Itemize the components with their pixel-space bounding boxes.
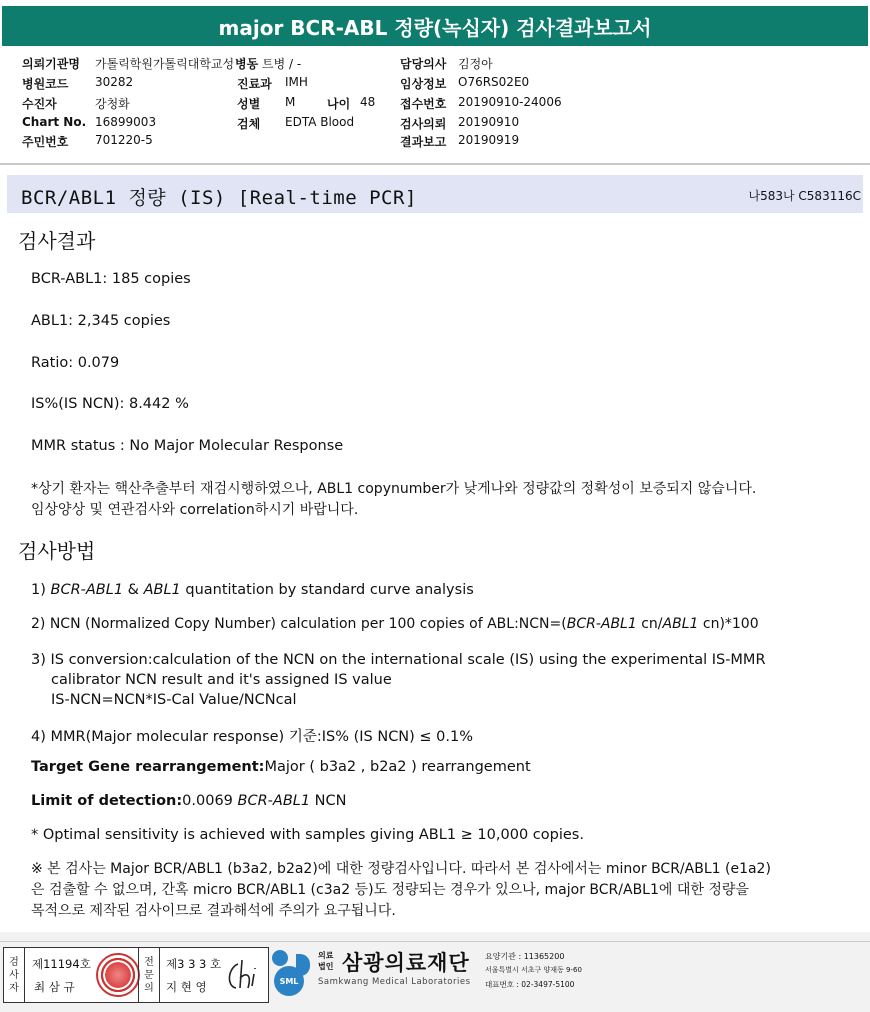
sensitivity-note: * Optimal sensitivity is achieved with samples giving ABL1 ≥ 10,000 copies. [31,827,584,843]
abl1-copies: ABL1: 2,345 copies [31,313,171,329]
info-label: 주민번호 [22,135,69,149]
org-type: 법인 [318,962,334,971]
lod-value: 0.0069 [182,793,238,809]
org-type: 의료 [318,951,334,960]
info-label: 성별 [237,97,261,111]
signature-icon [222,954,262,994]
info-label: 결과보고 [400,135,447,149]
info-value: 30282 [95,75,134,89]
info-label: 병동 [235,57,259,71]
info-value: 김정아 [458,57,493,71]
method-item-1 [31,582,474,598]
method-item-4: 4) MMR(Major molecular response) 기준:IS% (IS NCN) ≤ 0.1% [31,729,474,745]
bcr-abl1-copies: BCR-ABL1: 185 copies [31,271,191,287]
method-text: & [123,582,144,598]
specialist-label: 전 문 의 [138,948,160,1002]
method-text: 1) [31,582,51,598]
specialist-name: 지 현 영 [166,980,207,994]
inspector-name: 최 삼 규 [34,980,75,994]
info-value: 20190910-24006 [458,95,562,109]
result-note-line: *상기 환자는 핵산추출부터 재검시행하였으나, ABL1 copynumber가 낮게나와 정량값의 정확성이 보증되지 않습니다. [31,481,757,497]
results-heading: 검사결과 [18,229,96,253]
result-note-line: 임상양상 및 연관검사와 correlation하시기 바랍니다. [31,502,359,518]
info-label: 진료과 [237,77,272,91]
target-label: Target Gene rearrangement: [31,759,265,775]
logo-badge: SML [274,966,304,996]
info-label: 수진자 [22,97,57,111]
inspector-label: 검 사 자 [4,948,25,1002]
method-text: cn/ [636,616,663,632]
info-value: 16899003 [95,115,157,129]
gene-name: BCR-ABL1 [237,793,311,809]
info-label: 병원코드 [22,77,69,91]
notice [31,859,861,922]
info-value: 가톨릭학원가톨릭대학교성 [95,57,235,71]
info-label: 의뢰기관명 [22,57,80,71]
is-percent: IS%(IS NCN): 8.442 % [31,396,189,412]
method-text: quantitation by standard curve analysis [180,582,474,598]
gene-name: BCR-ABL1 [566,616,637,632]
lod-label: Limit of detection: [31,793,183,809]
mmr-status: MMR status : No Major Molecular Response [31,438,344,454]
test-title-bar [7,175,863,213]
patient-info [0,52,870,160]
seal-stamp-icon [96,953,140,997]
info-label: 임상정보 [400,77,447,91]
info-value: 트병 / - [262,57,302,71]
ratio: Ratio: 0.079 [31,355,120,371]
notice-line: 목적으로 제작된 검사이므로 결과해석에 주의가 요구됩니다. [31,903,396,919]
info-label: 담당의사 [400,57,447,71]
divider [0,163,870,165]
org-name: 삼광의료재단 [342,951,470,975]
info-value: 48 [360,95,376,109]
method-heading: 검사방법 [18,539,96,563]
notice-line: ※ 본 검사는 Major BCR/ABL1 (b3a2, b2a2)에 대한 정량검사입니다. 따라서 본 검사에서는 minor BCR/ABL1 (e1a2) [31,861,771,877]
info-label: 검사의뢰 [400,117,447,131]
info-value: IMH [285,75,308,89]
org-info: 요양기관 : 11365200 [485,952,565,961]
info-label: 나이 [327,97,351,111]
info-value: 강청화 [95,97,130,111]
info-value: 701220-5 [95,133,153,147]
inspector-license: 제11194호 [32,957,91,971]
info-value: 20190919 [458,133,520,147]
limit-of-detection [31,793,347,809]
info-label: 검체 [237,117,261,131]
info-label: Chart No. [22,115,87,129]
org-info: 서울특별시 서초구 양재동 9-60 [485,966,582,974]
method-text: 2) NCN (Normalized Copy Number) calculation per 100 copies of ABL:NCN=( [31,616,567,632]
test-title: BCR/ABL1 정량 (IS) [Real-time PCR] [21,187,417,209]
lod-unit: NCN [310,793,347,809]
report-header [0,0,870,52]
gene-name: ABL1 [143,582,181,598]
info-label: 접수번호 [400,97,447,111]
method-text: cn)*100 [698,616,759,632]
method-text: IS-NCN=NCN*IS-Cal Value/NCNcal [51,692,297,708]
logo-icon [272,950,288,966]
gene-name: ABL1 [662,616,699,632]
lab-logo [270,944,600,1004]
org-english-name: Samkwang Medical Laboratories [318,977,471,987]
method-text: 3) IS conversion:calculation of the NCN on the international scale (IS) using the experimental IS-MMR [31,652,766,668]
target-gene [31,759,531,775]
org-info: 대표번호 : 02-3497-5100 [485,980,575,989]
gene-name: BCR-ABL1 [50,582,124,598]
method-text: calibrator NCN result and it's assigned IS value [51,672,392,688]
info-value: M [285,95,296,109]
report-title: major BCR-ABL 정량(녹십자) 검사결과보고서 [2,6,868,46]
info-value: O76RS02E0 [458,75,530,89]
test-code: 나583나 C583116C [748,189,861,203]
result-note [31,479,861,521]
notice-line: 은 검출할 수 없으며, 간혹 micro BCR/ABL1 (c3a2 등)도 정량되는 경우가 있으나, major BCR/ABL1에 대한 정량을 [31,882,749,898]
info-value: 20190910 [458,115,520,129]
method-item-2 [31,616,759,632]
divider [0,941,870,942]
signature-box [3,947,269,1003]
target-value: Major ( b3a2 , b2a2 ) rearrangement [264,759,531,775]
specialist-license: 제3 3 3 호 [166,957,222,971]
method-item-3 [31,650,861,710]
info-value: EDTA Blood [285,115,355,129]
